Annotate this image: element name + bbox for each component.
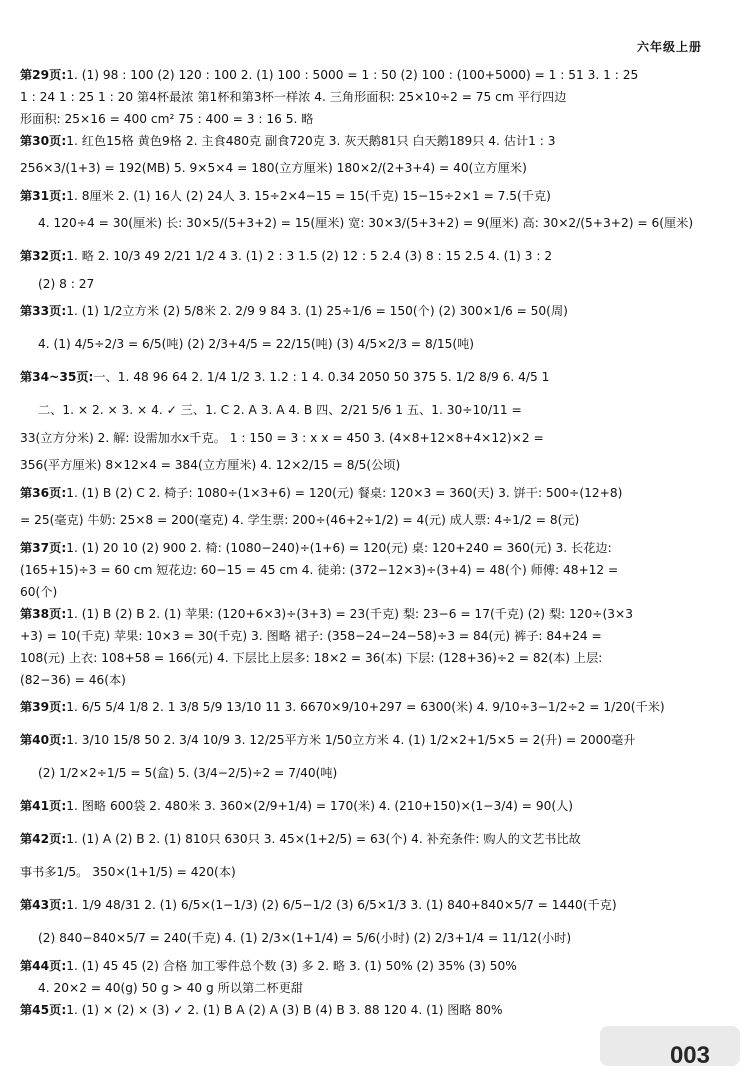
page-number: 003	[669, 1042, 710, 1069]
page-label: 第40页:	[20, 733, 67, 747]
page-label: 第41页:	[20, 799, 67, 813]
answer-text: 1. (1) B (2) B 2. (1) 苹果: (120+6×3)÷(3+3) = 23(千克) 梨: 23−6 = 17(千克) (2) 梨: 120÷(3×3	[66, 607, 633, 621]
answer-line	[20, 361, 732, 394]
answer-line	[20, 625, 732, 647]
answer-line	[20, 482, 732, 504]
grade-header: 六年级上册	[636, 40, 702, 54]
answer-line	[20, 603, 732, 625]
answer-line	[20, 669, 732, 691]
answer-text: 4. 20×2 = 40(g) 50 g > 40 g 所以第二杯更甜	[38, 981, 303, 995]
page-label: 第43页:	[20, 898, 67, 912]
answer-line	[20, 328, 732, 361]
page-label: 第38页:	[20, 607, 67, 621]
answer-line	[20, 130, 732, 152]
page-label: 第45页:	[20, 1003, 67, 1017]
answer-line	[20, 977, 732, 999]
answer-text: (2) 8 : 27	[38, 277, 95, 291]
answer-line	[20, 449, 732, 482]
watermark-logo-icon	[600, 1026, 740, 1066]
answer-line	[20, 955, 732, 977]
answer-line	[20, 64, 732, 86]
answer-text: 4. (1) 4/5÷2/3 = 6/5(吨) (2) 2/3+4/5 = 22/15(吨) (3) 4/5×2/3 = 8/15(吨)	[38, 337, 475, 351]
answer-line	[20, 922, 732, 955]
answer-text: 33(立方分米) 2. 解: 设需加水x千克。 1 : 150 = 3 : x x = 450 3. (4×8+12×8+4×12)×2 =	[20, 431, 544, 445]
answer-line	[20, 108, 732, 130]
answer-line	[20, 273, 732, 295]
page-label: 第44页:	[20, 959, 67, 973]
answer-line	[20, 537, 732, 559]
answer-line	[20, 724, 732, 757]
page-label: 第36页:	[20, 486, 67, 500]
answer-line	[20, 504, 732, 537]
answer-text: 1. (1) × (2) × (3) ✓ 2. (1) B A (2) A (3) B (4) B 3. 88 120 4. (1) 图略 80%	[66, 1003, 503, 1017]
answer-line	[20, 394, 732, 427]
answer-text: (2) 840−840×5/7 = 240(千克) 4. (1) 2/3×(1+1/4) = 5/6(小时) (2) 2/3+1/4 = 11/12(小时)	[38, 931, 572, 945]
answer-text: 1 : 24 1 : 25 1 : 20 第4杯最浓 第1杯和第3杯一样浓 4. 三角形面积: 25×10÷2 = 75 cm 平行四边	[20, 90, 567, 104]
answer-text: 1. (1) 45 45 (2) 合格 加工零件总个数 (3) 多 2. 略 3. (1) 50% (2) 35% (3) 50%	[66, 959, 517, 973]
answer-text: 1. 图略 600袋 2. 480米 3. 360×(2/9+1/4) = 170(米) 4. (210+150)×(1−3/4) = 90(人)	[66, 799, 574, 813]
page-label: 第39页:	[20, 700, 67, 714]
answer-line	[20, 240, 732, 273]
answer-text: (2) 1/2×2÷1/5 = 5(盒) 5. (3/4−2/5)÷2 = 7/40(吨)	[38, 766, 338, 780]
answer-text: 1. (1) 20 10 (2) 900 2. 椅: (1080−240)÷(1+6) = 120(元) 桌: 120+240 = 360(元) 3. 长花边:	[66, 541, 612, 555]
answer-line	[20, 999, 732, 1021]
answer-text: 形面积: 25×16 = 400 cm² 75 : 400 = 3 : 16 5. 略	[20, 112, 314, 126]
answer-text: 1. 红色15格 黄色9格 2. 主食480克 副食720克 3. 灰天鹅81只 白天鹅189只 4. 估计1 : 3	[66, 134, 556, 148]
answer-line	[20, 691, 732, 724]
answer-line	[20, 152, 732, 185]
page-label: 第42页:	[20, 832, 67, 846]
answer-text: 1. 8厘米 2. (1) 16人 (2) 24人 3. 15÷2×4−15 = 15(千克) 15−15÷2×1 = 7.5(千克)	[66, 189, 551, 203]
answer-text: 256×3/(1+3) = 192(MB) 5. 9×5×4 = 180(立方厘米) 180×2/(2+3+4) = 40(立方厘米)	[20, 161, 527, 175]
answer-text: 1. (1) 1/2立方米 (2) 5/8米 2. 2/9 9 84 3. (1) 25÷1/6 = 150(个) (2) 300×1/6 = 50(周)	[66, 304, 568, 318]
answer-text: 60(个)	[20, 585, 58, 599]
answer-text: 4. 120÷4 = 30(厘米) 长: 30×5/(5+3+2) = 15(厘米) 宽: 30×3/(5+3+2) = 9(厘米) 高: 30×2/(5+3+2) = 6(厘米)	[38, 216, 694, 230]
answer-line	[20, 559, 732, 581]
answer-line	[20, 86, 732, 108]
page-label: 第32页:	[20, 249, 67, 263]
page-label: 第29页:	[20, 68, 67, 82]
answer-line	[20, 185, 732, 207]
answer-text: 1. (1) 98 : 100 (2) 120 : 100 2. (1) 100 : 5000 = 1 : 50 (2) 100 : (100+5000) = 1 : 51 3. 1 : 25	[66, 68, 639, 82]
answer-line	[20, 790, 732, 823]
answer-line	[20, 856, 732, 889]
page-label: 第33页:	[20, 304, 67, 318]
answer-text: +3) = 10(千克) 苹果: 10×3 = 30(千克) 3. 图略 裙子: (358−24−24−58)÷3 = 84(元) 裤子: 84+24 =	[20, 629, 602, 643]
answer-text: 1. 6/5 5/4 1/8 2. 1 3/8 5/9 13/10 11 3. 6670×9/10+297 = 6300(米) 4. 9/10÷3−1/2÷2 = 1/20(千米)	[66, 700, 665, 714]
answer-text: (82−36) = 46(本)	[20, 673, 126, 687]
answer-text: 1. (1) A (2) B 2. (1) 810只 630只 3. 45×(1+2/5) = 63(个) 4. 补充条件: 购人的文艺书比故	[66, 832, 581, 846]
answer-text: = 25(毫克) 牛奶: 25×8 = 200(毫克) 4. 学生票: 200÷(46+2÷1/2) = 4(元) 成人票: 4÷1/2 = 8(元)	[20, 513, 580, 527]
page-label: 第34~35页:	[20, 370, 94, 384]
answer-text: 356(平方厘米) 8×12×4 = 384(立方厘米) 4. 12×2/15 = 8/5(公顷)	[20, 458, 401, 472]
answer-line	[20, 295, 732, 328]
answer-text: 事书多1/5。 350×(1+1/5) = 420(本)	[20, 865, 236, 879]
answer-line	[20, 647, 732, 669]
answer-text: 二、1. × 2. × 3. × 4. ✓ 三、1. C 2. A 3. A 4. B 四、2/21 5/6 1 五、1. 30÷10/11 =	[38, 403, 522, 417]
answer-text: 1. 1/9 48/31 2. (1) 6/5×(1−1/3) (2) 6/5−1/2 (3) 6/5×1/3 3. (1) 840+840×5/7 = 1440(千克)	[66, 898, 617, 912]
answer-text: 1. 3/10 15/8 50 2. 3/4 10/9 3. 12/25平方米 1/50立方米 4. (1) 1/2×2+1/5×5 = 2(升) = 2000毫升	[66, 733, 636, 747]
answer-text: 1. 略 2. 10/3 49 2/21 1/2 4 3. (1) 2 : 3 1.5 (2) 12 : 5 2.4 (3) 8 : 15 2.5 4. (1) 3 : 2	[66, 249, 553, 263]
answer-line	[20, 207, 732, 240]
answer-line	[20, 757, 732, 790]
page-label: 第31页:	[20, 189, 67, 203]
answer-line	[20, 823, 732, 856]
page-label: 第37页:	[20, 541, 67, 555]
answer-text: 108(元) 上衣: 108+58 = 166(元) 4. 下层比上层多: 18×2 = 36(本) 下层: (128+36)÷2 = 82(本) 上层:	[20, 651, 603, 665]
answer-line	[20, 889, 732, 922]
answer-text: 1. (1) B (2) C 2. 椅子: 1080÷(1×3+6) = 120(元) 餐桌: 120×3 = 360(天) 3. 饼干: 500÷(12+8)	[66, 486, 623, 500]
page-label: 第30页:	[20, 134, 67, 148]
answer-text: (165+15)÷3 = 60 cm 短花边: 60−15 = 45 cm 4. 徒弟: (372−12×3)÷(3+4) = 48(个) 师傅: 48+12 =	[20, 563, 619, 577]
answer-line	[20, 427, 732, 449]
answer-list	[20, 64, 732, 1021]
answer-text: 一、1. 48 96 64 2. 1/4 1/2 3. 1.2 : 1 4. 0.34 2050 50 375 5. 1/2 8/9 6. 4/5 1	[93, 370, 550, 384]
answer-line	[20, 581, 732, 603]
